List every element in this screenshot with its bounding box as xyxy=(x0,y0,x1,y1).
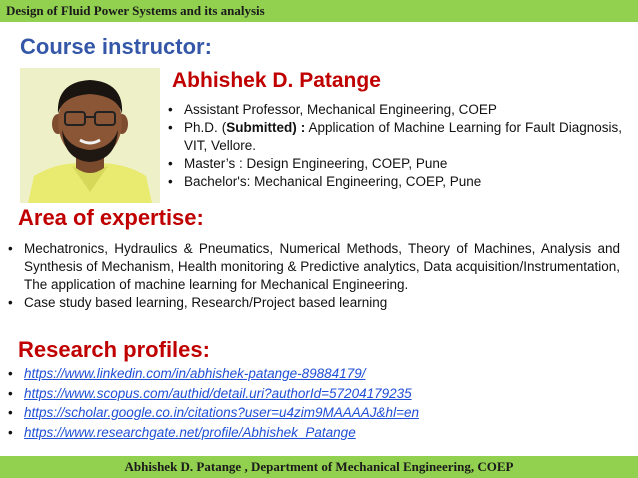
research-profiles-list xyxy=(6,364,606,442)
expertise-list xyxy=(6,240,620,312)
list-item: • Mechatronics, Hydraulics & Pneumatics, Numerical Methods, Theory of Machines, Analysis and Synthesis of Mechanism, Health monitoring & Predictive analytics, Data acquisition/Instrumentation, The application of machine learning for Mechanical Engineering. xyxy=(6,240,620,294)
bio-item: • Bachelor's: Mechanical Engineering, COEP, Pune xyxy=(166,173,622,191)
bio-item: • Assistant Professor, Mechanical Engineering, COEP xyxy=(166,101,622,119)
list-item xyxy=(6,384,606,404)
bio-item: • Ph.D. (Submitted) : Application of Machine Learning for Fault Diagnosis, VIT, Vellore. xyxy=(166,119,622,155)
list-item xyxy=(6,403,606,423)
research-profiles-heading: Research profiles: xyxy=(18,337,210,362)
list-item xyxy=(6,364,606,384)
instructor-bio-list xyxy=(166,101,622,191)
footer-text: Abhishek D. Patange , Department of Mechanical Engineering, COEP xyxy=(124,459,514,474)
google-scholar-link[interactable]: https://scholar.google.co.in/citations?user=u4zim9MAAAAJ&hl=en xyxy=(24,405,419,420)
portrait-image xyxy=(20,68,160,203)
scopus-link[interactable]: https://www.scopus.com/authid/detail.uri?authorId=57204179235 xyxy=(24,385,412,401)
list-item: • Case study based learning, Research/Project based learning xyxy=(6,294,620,312)
footer-bar xyxy=(0,456,638,478)
header-bar xyxy=(0,0,638,22)
course-instructor-heading: Course instructor: xyxy=(20,34,212,59)
instructor-name: Abhishek D. Patange xyxy=(172,69,381,92)
area-of-expertise-heading: Area of expertise: xyxy=(18,205,204,230)
researchgate-link[interactable]: https://www.researchgate.net/profile/Abhishek_Patange xyxy=(24,424,356,440)
list-item xyxy=(6,423,606,443)
linkedin-link[interactable]: https://www.linkedin.com/in/abhishek-patange-89884179/ xyxy=(24,366,366,381)
presentation-title: Design of Fluid Power Systems and its analysis xyxy=(6,3,265,18)
bio-item: • Master’s : Design Engineering, COEP, Pune xyxy=(166,155,622,173)
instructor-photo xyxy=(20,68,160,203)
